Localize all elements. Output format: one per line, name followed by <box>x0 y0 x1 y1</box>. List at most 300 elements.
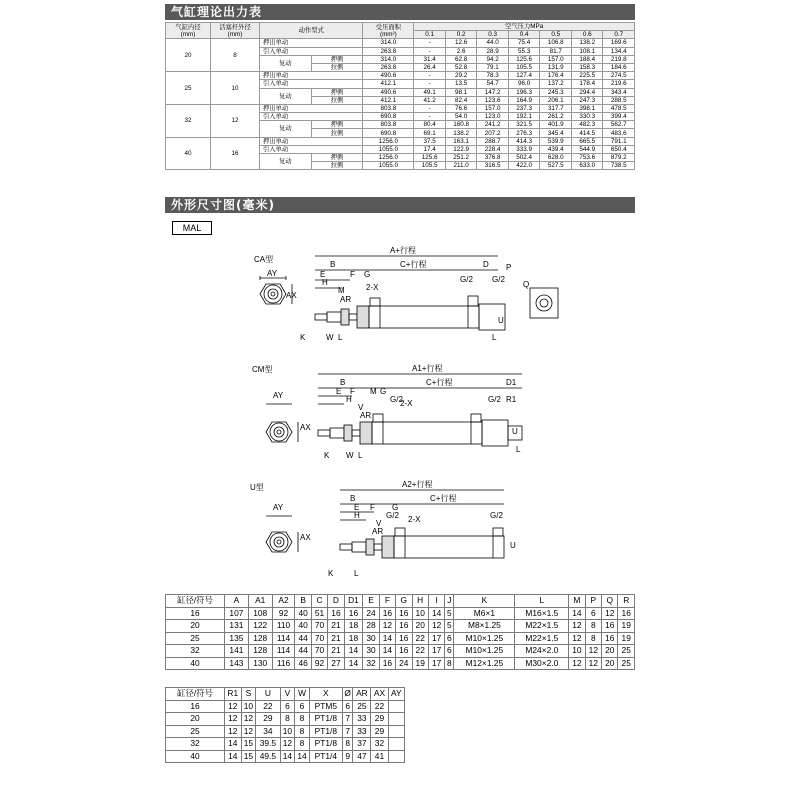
force-value-cell: 188.4 <box>571 55 603 63</box>
force-value-cell: 245.3 <box>540 88 572 96</box>
force-value-cell: 316.5 <box>477 162 509 170</box>
force-value-cell: - <box>414 104 446 112</box>
table-cell: 143 <box>225 657 249 670</box>
svg-text:D: D <box>483 260 489 269</box>
svg-text:2-X: 2-X <box>400 399 413 408</box>
table-cell: 131 <box>225 620 249 633</box>
table-cell: 29 <box>371 725 388 738</box>
dim_table_1-header-6: D <box>328 595 344 608</box>
svg-text:AR: AR <box>372 527 384 536</box>
table-cell <box>388 738 404 751</box>
dim_table_2-header-5: W <box>295 688 310 701</box>
force-value-cell: 738.5 <box>603 162 635 170</box>
force-value-cell: - <box>414 72 446 80</box>
bore-cell: 25 <box>166 72 211 105</box>
svg-text:A2+行程: A2+行程 <box>402 480 433 489</box>
table-row <box>166 620 635 633</box>
model-label-box: MAL <box>172 221 212 235</box>
force-value-cell: 207.2 <box>477 129 509 137</box>
action-pull: 引入单动 <box>260 113 363 121</box>
area-cell: 412.1 <box>363 80 414 88</box>
area-cell: 263.8 <box>363 47 414 55</box>
action-pull-side: 拉侧 <box>311 162 363 170</box>
force-value-cell: 483.6 <box>603 129 635 137</box>
table-cell: 14 <box>295 750 310 763</box>
area-cell: 803.8 <box>363 121 414 129</box>
table-cell: 16 <box>166 607 225 620</box>
pressure-header-5: 0.6 <box>571 31 603 39</box>
table-cell: 9 <box>342 750 353 763</box>
table-cell: M22×1.5 <box>515 620 569 633</box>
force-value-cell: 345.4 <box>540 129 572 137</box>
table-cell: 10 <box>412 607 428 620</box>
area-cell: 490.6 <box>363 88 414 96</box>
svg-text:U: U <box>510 541 516 550</box>
force-value-cell: 228.4 <box>477 145 509 153</box>
table-cell <box>388 725 404 738</box>
force-value-cell: 753.6 <box>571 154 603 162</box>
force-value-cell: 134.4 <box>603 47 635 55</box>
u-type-label: U型 <box>250 483 264 492</box>
area-cell: 1256.0 <box>363 137 414 145</box>
force-value-cell: 321.5 <box>508 121 540 129</box>
dim_table_1-header-8: E <box>363 595 379 608</box>
cm-type-drawing <box>240 360 570 470</box>
table-cell: 8 <box>295 725 310 738</box>
table-cell: 114 <box>272 645 295 658</box>
table-cell: 10 <box>241 700 256 713</box>
dim_table_2-header-4: V <box>280 688 295 701</box>
action-push: 押出单动 <box>260 137 363 145</box>
table-cell: 12 <box>585 657 601 670</box>
svg-text:C+行程: C+行程 <box>426 378 453 387</box>
table-cell: 8 <box>295 738 310 751</box>
table-cell: 32 <box>371 738 388 751</box>
force-value-cell: 79.1 <box>477 63 509 71</box>
force-value-cell: 241.2 <box>477 121 509 129</box>
rod-cell: 16 <box>211 137 260 170</box>
table-cell: M16×1.5 <box>515 607 569 620</box>
force-value-cell: 330.3 <box>571 113 603 121</box>
table-cell: M10×1.25 <box>454 632 515 645</box>
table-row <box>166 750 405 763</box>
table-cell: 6 <box>445 632 454 645</box>
force-value-cell: 482.3 <box>571 121 603 129</box>
force-value-cell: 206.1 <box>540 96 572 104</box>
table-cell: 5 <box>445 607 454 620</box>
table-cell: 49.5 <box>256 750 280 763</box>
force-value-cell: 147.2 <box>477 88 509 96</box>
svg-text:G: G <box>392 503 399 512</box>
table-cell: 6 <box>585 607 601 620</box>
force-value-cell: 665.5 <box>571 137 603 145</box>
table-cell: 14 <box>225 750 242 763</box>
area-cell: 1055.0 <box>363 162 414 170</box>
svg-text:M: M <box>338 286 345 295</box>
force-value-cell: 192.1 <box>508 113 540 121</box>
svg-text:E: E <box>336 387 342 396</box>
table-row <box>166 645 635 658</box>
table-cell: 21 <box>328 632 344 645</box>
table-cell: 20 <box>602 645 618 658</box>
dim_table_1-header-17: P <box>585 595 601 608</box>
header-action: 动作型式 <box>260 23 363 39</box>
table-cell: 70 <box>311 620 327 633</box>
force-value-cell: 105.5 <box>414 162 446 170</box>
area-cell: 690.8 <box>363 129 414 137</box>
svg-text:B: B <box>340 378 346 387</box>
svg-text:L: L <box>354 569 359 578</box>
table-cell: PT1/8 <box>309 713 342 726</box>
force-value-cell: 251.2 <box>445 154 477 162</box>
force-value-cell: 276.3 <box>508 129 540 137</box>
action-pull-side: 拉侧 <box>311 96 363 104</box>
theoretical-force-table <box>165 22 635 170</box>
dim_table_1-header-5: C <box>311 595 327 608</box>
cm-type-label: CM型 <box>252 365 273 374</box>
svg-text:AX: AX <box>300 533 311 542</box>
table-cell: 40 <box>295 607 311 620</box>
force-value-cell: 274.5 <box>603 72 635 80</box>
table-cell: 12 <box>241 713 256 726</box>
table-cell: 15 <box>241 738 256 751</box>
svg-text:B: B <box>330 260 336 269</box>
table-cell: 12 <box>225 700 242 713</box>
force-value-cell: 12.6 <box>445 39 477 47</box>
force-value-cell: 317.7 <box>540 104 572 112</box>
dim_table_1-header-12: I <box>428 595 444 608</box>
force-value-cell: 225.5 <box>571 72 603 80</box>
force-value-cell: 28.9 <box>477 47 509 55</box>
table-cell: 70 <box>311 632 327 645</box>
table-cell: 39.5 <box>256 738 280 751</box>
svg-text:R1: R1 <box>506 395 517 404</box>
table-cell: 25 <box>618 645 635 658</box>
table-cell <box>388 750 404 763</box>
table-cell: 12 <box>225 713 242 726</box>
table-cell: 10 <box>280 725 295 738</box>
area-cell: 263.8 <box>363 63 414 71</box>
table-cell: M10×1.25 <box>454 645 515 658</box>
table-cell: 141 <box>225 645 249 658</box>
force-value-cell: 125.6 <box>508 55 540 63</box>
force-value-cell: 157.0 <box>477 104 509 112</box>
table-cell: 16 <box>602 632 618 645</box>
table-cell: 16 <box>618 607 635 620</box>
table-cell: 18 <box>344 620 363 633</box>
ca-type-label: CA型 <box>254 255 274 264</box>
table-cell: 41 <box>371 750 388 763</box>
table-cell: 22 <box>256 700 280 713</box>
rod-cell: 10 <box>211 72 260 105</box>
dim_table_2-header-10: AY <box>388 688 404 701</box>
svg-text:AY: AY <box>273 391 284 400</box>
table-cell: 21 <box>328 620 344 633</box>
bore-cell: 40 <box>166 137 211 170</box>
header-pressure: 空气压力MPa <box>414 23 635 31</box>
force-value-cell: 160.8 <box>445 121 477 129</box>
bore-cell: 32 <box>166 104 211 137</box>
dim_table_1-header-3: A2 <box>272 595 295 608</box>
force-value-cell: 399.4 <box>603 113 635 121</box>
table-cell: 29 <box>256 713 280 726</box>
table-cell: 70 <box>311 645 327 658</box>
table-cell: 12 <box>569 620 585 633</box>
svg-text:V: V <box>358 403 364 412</box>
table-cell: 14 <box>225 738 242 751</box>
action-pull: 引入单动 <box>260 145 363 153</box>
force-value-cell: - <box>414 47 446 55</box>
svg-text:K: K <box>328 569 334 578</box>
table-cell: 40 <box>166 750 225 763</box>
svg-text:G/2: G/2 <box>492 275 505 284</box>
dim_table_1-header-13: J <box>445 595 454 608</box>
table-cell: 17 <box>428 645 444 658</box>
force-row <box>166 72 635 80</box>
area-cell: 803.8 <box>363 104 414 112</box>
svg-text:F: F <box>370 503 375 512</box>
force-value-cell: 96.0 <box>508 80 540 88</box>
force-value-cell: 158.3 <box>571 63 603 71</box>
svg-text:A1+行程: A1+行程 <box>412 364 443 373</box>
table-cell: 12 <box>379 620 395 633</box>
force-value-cell: 879.2 <box>603 154 635 162</box>
table-cell: 135 <box>225 632 249 645</box>
table-cell: 25 <box>166 725 225 738</box>
force-value-cell: 13.5 <box>445 80 477 88</box>
force-value-cell: 106.8 <box>540 39 572 47</box>
table-cell: 107 <box>225 607 249 620</box>
table-cell: 22 <box>412 632 428 645</box>
force-value-cell: 219.6 <box>603 80 635 88</box>
force-value-cell: - <box>414 113 446 121</box>
table-row <box>166 725 405 738</box>
svg-text:K: K <box>300 333 306 342</box>
table-cell: 12 <box>428 620 444 633</box>
ca-dim-a: A+行程 <box>390 246 417 255</box>
svg-text:P: P <box>506 263 512 272</box>
table-cell: PT1/8 <box>309 738 342 751</box>
table-cell: M22×1.5 <box>515 632 569 645</box>
dim_table_1-header-2: A1 <box>248 595 272 608</box>
area-cell: 314.0 <box>363 55 414 63</box>
action-push-side: 押侧 <box>311 55 363 63</box>
dim_table_2-header-9: AX <box>371 688 388 701</box>
table-cell: PT1/8 <box>309 725 342 738</box>
force-value-cell: 562.7 <box>603 121 635 129</box>
table-cell: M12×1.25 <box>454 657 515 670</box>
force-value-cell: 633.0 <box>571 162 603 170</box>
table-cell: 108 <box>248 607 272 620</box>
table-cell: 32 <box>363 657 379 670</box>
svg-text:H: H <box>346 395 352 404</box>
table-cell: 32 <box>166 738 225 751</box>
dim_table_1-header-0: 缸径/符号 <box>166 595 225 608</box>
svg-text:G/2: G/2 <box>386 511 399 520</box>
header-area: 受压面积 (mm²) <box>363 23 414 39</box>
table-cell: 6 <box>295 700 310 713</box>
table-cell: 12 <box>602 607 618 620</box>
table-cell: 25 <box>618 657 635 670</box>
force-value-cell: 80.4 <box>414 121 446 129</box>
dim_table_2-header-0: 缸径/符号 <box>166 688 225 701</box>
table-cell: 17 <box>428 657 444 670</box>
table-cell: 6 <box>342 700 353 713</box>
action-push-side: 押侧 <box>311 88 363 96</box>
force-value-cell: 98.1 <box>445 88 477 96</box>
force-value-cell: 333.9 <box>508 145 540 153</box>
table-cell: 16 <box>166 700 225 713</box>
svg-text:E: E <box>320 270 326 279</box>
force-value-cell: 76.6 <box>445 104 477 112</box>
table-row <box>166 657 635 670</box>
svg-text:L: L <box>358 451 363 460</box>
force-value-cell: 125.6 <box>414 154 446 162</box>
area-cell: 412.1 <box>363 96 414 104</box>
force-value-cell: 288.5 <box>603 96 635 104</box>
table-cell: 5 <box>445 620 454 633</box>
dim_table_2-header-8: AR <box>353 688 371 701</box>
svg-text:Q: Q <box>523 280 530 289</box>
force-value-cell: 82.4 <box>445 96 477 104</box>
table-cell: M6×1 <box>454 607 515 620</box>
svg-text:D1: D1 <box>506 378 517 387</box>
table-cell: 30 <box>363 645 379 658</box>
dimensions-title: 外形尺寸图(毫米) <box>165 197 635 213</box>
table-cell: 8 <box>295 713 310 726</box>
table-cell: 130 <box>248 657 272 670</box>
svg-text:H: H <box>354 511 360 520</box>
table-cell: 8 <box>445 657 454 670</box>
force-value-cell: 414.3 <box>508 137 540 145</box>
force-value-cell: 69.1 <box>414 129 446 137</box>
table-cell: 40 <box>166 657 225 670</box>
table-cell: 17 <box>428 632 444 645</box>
force-value-cell: 247.3 <box>571 96 603 104</box>
dim_table_1-header-16: M <box>569 595 585 608</box>
force-value-cell: 157.0 <box>540 55 572 63</box>
dim_table_1-header-18: Q <box>602 595 618 608</box>
force-value-cell: - <box>414 80 446 88</box>
force-value-cell: 439.4 <box>540 145 572 153</box>
svg-text:L: L <box>492 333 497 342</box>
force-value-cell: 123.0 <box>477 113 509 121</box>
dim_table_1-header-7: D1 <box>344 595 363 608</box>
force-value-cell: 261.2 <box>540 113 572 121</box>
force-value-cell: 527.5 <box>540 162 572 170</box>
svg-text:2-X: 2-X <box>366 283 379 292</box>
dim_table_1-header-10: G <box>396 595 412 608</box>
svg-text:AR: AR <box>340 295 352 304</box>
table-cell: 6 <box>280 700 295 713</box>
table-cell: 16 <box>602 620 618 633</box>
table-cell: 20 <box>412 620 428 633</box>
table-cell: 47 <box>353 750 371 763</box>
action-double: 复动 <box>260 88 312 104</box>
action-double: 复动 <box>260 154 312 170</box>
pressure-header-3: 0.4 <box>508 31 540 39</box>
table-cell: 19 <box>618 620 635 633</box>
action-push-side: 押侧 <box>311 121 363 129</box>
table-cell: 21 <box>328 645 344 658</box>
bore-cell: 20 <box>166 39 211 72</box>
force-value-cell: 791.1 <box>603 137 635 145</box>
table-cell: 10 <box>569 645 585 658</box>
table-cell: 30 <box>363 632 379 645</box>
dim_table_1-header-19: R <box>618 595 635 608</box>
force-value-cell: 41.2 <box>414 96 446 104</box>
dim_table_2-header-2: S <box>241 688 256 701</box>
svg-text:C+行程: C+行程 <box>400 260 427 269</box>
force-value-cell: 123.6 <box>477 96 509 104</box>
force-value-cell: 211.0 <box>445 162 477 170</box>
force-value-cell: 127.4 <box>508 72 540 80</box>
table-cell: PT1/4 <box>309 750 342 763</box>
table-cell: PTM5 <box>309 700 342 713</box>
force-value-cell: 294.4 <box>571 88 603 96</box>
svg-text:U: U <box>512 427 518 436</box>
force-value-cell: 54.0 <box>445 113 477 121</box>
table-cell: 12 <box>569 657 585 670</box>
force-value-cell: 55.3 <box>508 47 540 55</box>
table-cell: 8 <box>280 713 295 726</box>
table-cell: 14 <box>344 645 363 658</box>
table-cell: 40 <box>295 620 311 633</box>
rod-cell: 8 <box>211 39 260 72</box>
svg-text:G/2: G/2 <box>390 395 403 404</box>
force-row <box>166 39 635 47</box>
table-cell: 51 <box>311 607 327 620</box>
dim_table_2-header-6: X <box>309 688 342 701</box>
table-cell: 16 <box>396 607 412 620</box>
u-type-drawing <box>240 480 570 590</box>
ca-type-drawing <box>240 240 570 350</box>
force-value-cell: 544.9 <box>571 145 603 153</box>
area-cell: 490.6 <box>363 72 414 80</box>
table-cell: 8 <box>585 620 601 633</box>
table-cell: 28 <box>363 620 379 633</box>
force-value-cell: 169.6 <box>603 39 635 47</box>
svg-text:U: U <box>498 316 504 325</box>
svg-text:AY: AY <box>267 269 278 278</box>
force-value-cell: 138.2 <box>445 129 477 137</box>
dim_table_2-header-1: R1 <box>225 688 242 701</box>
table-row <box>166 738 405 751</box>
force-value-cell: 502.4 <box>508 154 540 162</box>
rod-cell: 12 <box>211 104 260 137</box>
table-cell: 8 <box>585 632 601 645</box>
table-cell: 16 <box>396 620 412 633</box>
table-cell: 7 <box>342 725 353 738</box>
force-value-cell: 44.0 <box>477 39 509 47</box>
force-row <box>166 104 635 112</box>
table-cell: 24 <box>396 657 412 670</box>
table-cell: 12 <box>225 725 242 738</box>
force-value-cell: 122.9 <box>445 145 477 153</box>
table-cell <box>388 700 404 713</box>
action-push-side: 押侧 <box>311 154 363 162</box>
table-cell: 16 <box>344 607 363 620</box>
action-double: 复动 <box>260 121 312 137</box>
svg-text:2-X: 2-X <box>408 515 421 524</box>
force-value-cell: - <box>414 39 446 47</box>
force-value-cell: 137.2 <box>540 80 572 88</box>
table-cell: 114 <box>272 632 295 645</box>
table-row <box>166 713 405 726</box>
force-value-cell: 37.5 <box>414 137 446 145</box>
force-value-cell: 75.4 <box>508 39 540 47</box>
table-cell: 25 <box>166 632 225 645</box>
